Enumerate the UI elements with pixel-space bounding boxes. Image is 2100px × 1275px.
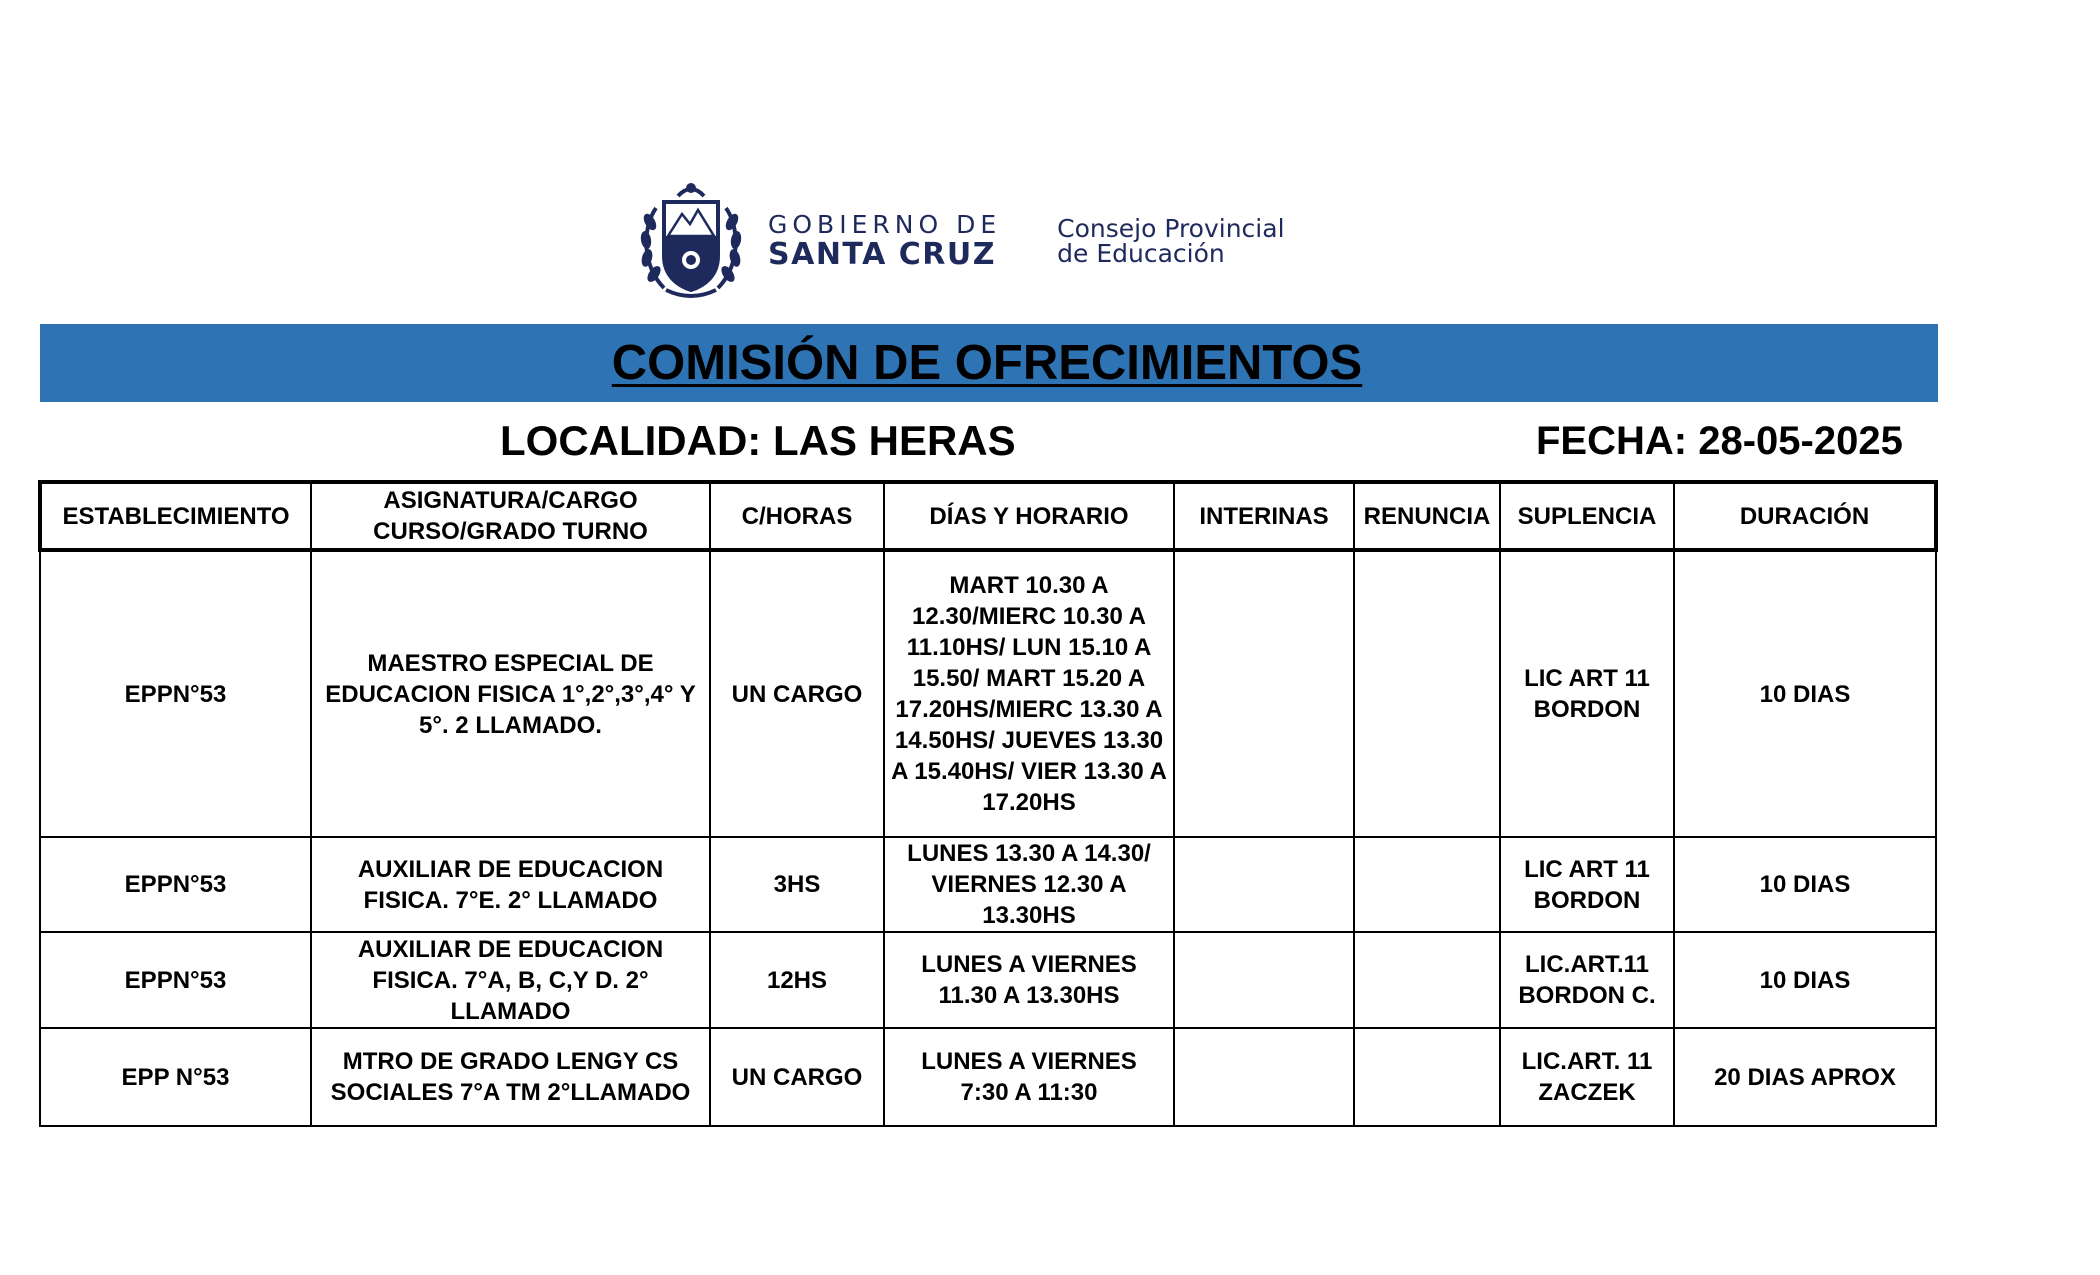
cell-duracion: 20 DIAS APROX xyxy=(1674,1028,1936,1126)
fecha-label: FECHA: 28-05-2025 xyxy=(1536,419,1903,463)
council-logo-text xyxy=(1057,216,1284,266)
header-asignatura-line2: CURSO/GRADO TURNO xyxy=(373,518,648,545)
cell-renuncia xyxy=(1354,1028,1500,1126)
header-logos xyxy=(638,178,1285,304)
header-suplencia: SUPLENCIA xyxy=(1500,482,1674,550)
cell-suplencia: LIC ART 11 BORDON xyxy=(1500,837,1674,932)
table-row xyxy=(40,837,1936,932)
cell-renuncia xyxy=(1354,550,1500,837)
header-renuncia: RENUNCIA xyxy=(1354,482,1500,550)
cell-establecimiento: EPPN°53 xyxy=(40,837,311,932)
gov-line2: SANTA CRUZ xyxy=(768,237,996,272)
council-line2: de Educación xyxy=(1057,239,1225,268)
title-bar xyxy=(40,324,1938,402)
cell-asignatura: MAESTRO ESPECIAL DE EDUCACION FISICA 1°,2°,3°,4° Y 5°. 2 LLAMADO. xyxy=(311,550,710,837)
gov-line1: GOBIERNO DE xyxy=(768,210,1002,239)
cell-establecimiento: EPPN°53 xyxy=(40,550,311,837)
cell-establecimiento: EPPN°53 xyxy=(40,932,311,1028)
cell-duracion: 10 DIAS xyxy=(1674,837,1936,932)
cell-suplencia: LIC ART 11 BORDON xyxy=(1500,550,1674,837)
government-logo-text xyxy=(768,178,1001,304)
header-establecimiento: ESTABLECIMIENTO xyxy=(40,482,311,550)
cell-dias: LUNES A VIERNES 11.30 A 13.30HS xyxy=(884,932,1174,1028)
localidad-label: LOCALIDAD: LAS HERAS xyxy=(500,417,1016,464)
header-asignatura-line1: ASIGNATURA/CARGO xyxy=(383,487,638,514)
offers-table xyxy=(38,480,1938,1127)
cell-dias: MART 10.30 A 12.30/MIERC 10.30 A 11.10HS/ LUN 15.10 A 15.50/ MART 15.20 A 17.20HS/MIERC 13.30 A 14.50HS/ JUEVES 13.30 A 15.40HS/ VIER 13.30 A 17.20HS xyxy=(884,550,1174,837)
header-interinas: INTERINAS xyxy=(1174,482,1354,550)
table-header-row xyxy=(40,482,1936,550)
council-line1: Consejo Provincial xyxy=(1057,214,1285,243)
cell-establecimiento: EPP N°53 xyxy=(40,1028,311,1126)
cell-renuncia xyxy=(1354,837,1500,932)
cell-dias: LUNES A VIERNES 7:30 A 11:30 xyxy=(884,1028,1174,1126)
document-title: COMISIÓN DE OFRECIMIENTOS xyxy=(611,336,1363,390)
cell-interinas xyxy=(1174,1028,1354,1126)
cell-horas: 12HS xyxy=(710,932,884,1028)
table-row xyxy=(40,1028,1936,1126)
cell-asignatura: AUXILIAR DE EDUCACION FISICA. 7°E. 2° LLAMADO xyxy=(311,837,710,932)
cell-duracion: 10 DIAS xyxy=(1674,932,1936,1028)
cell-dias: LUNES 13.30 A 14.30/ VIERNES 12.30 A 13.30HS xyxy=(884,837,1174,932)
cell-horas: 3HS xyxy=(710,837,884,932)
cell-interinas xyxy=(1174,837,1354,932)
header-asignatura xyxy=(311,482,710,550)
header-dias: DÍAS Y HORARIO xyxy=(884,482,1174,550)
cell-suplencia: LIC.ART. 11 ZACZEK xyxy=(1500,1028,1674,1126)
table-row xyxy=(40,932,1936,1028)
cell-interinas xyxy=(1174,550,1354,837)
cell-interinas xyxy=(1174,932,1354,1028)
cell-asignatura: AUXILIAR DE EDUCACION FISICA. 7°A, B, C,Y D. 2° LLAMADO xyxy=(311,932,710,1028)
cell-suplencia: LIC.ART.11 BORDON C. xyxy=(1500,932,1674,1028)
cell-duracion: 10 DIAS xyxy=(1674,550,1936,837)
cell-horas: UN CARGO xyxy=(710,1028,884,1126)
cell-asignatura: MTRO DE GRADO LENGY CS SOCIALES 7°A TM 2°LLAMADO xyxy=(311,1028,710,1126)
table-row xyxy=(40,550,1936,837)
cell-horas: UN CARGO xyxy=(710,550,884,837)
header-duracion: DURACIÓN xyxy=(1674,482,1936,550)
cell-renuncia xyxy=(1354,932,1500,1028)
header-horas: C/HORAS xyxy=(710,482,884,550)
santa-cruz-crest-icon xyxy=(638,178,744,304)
